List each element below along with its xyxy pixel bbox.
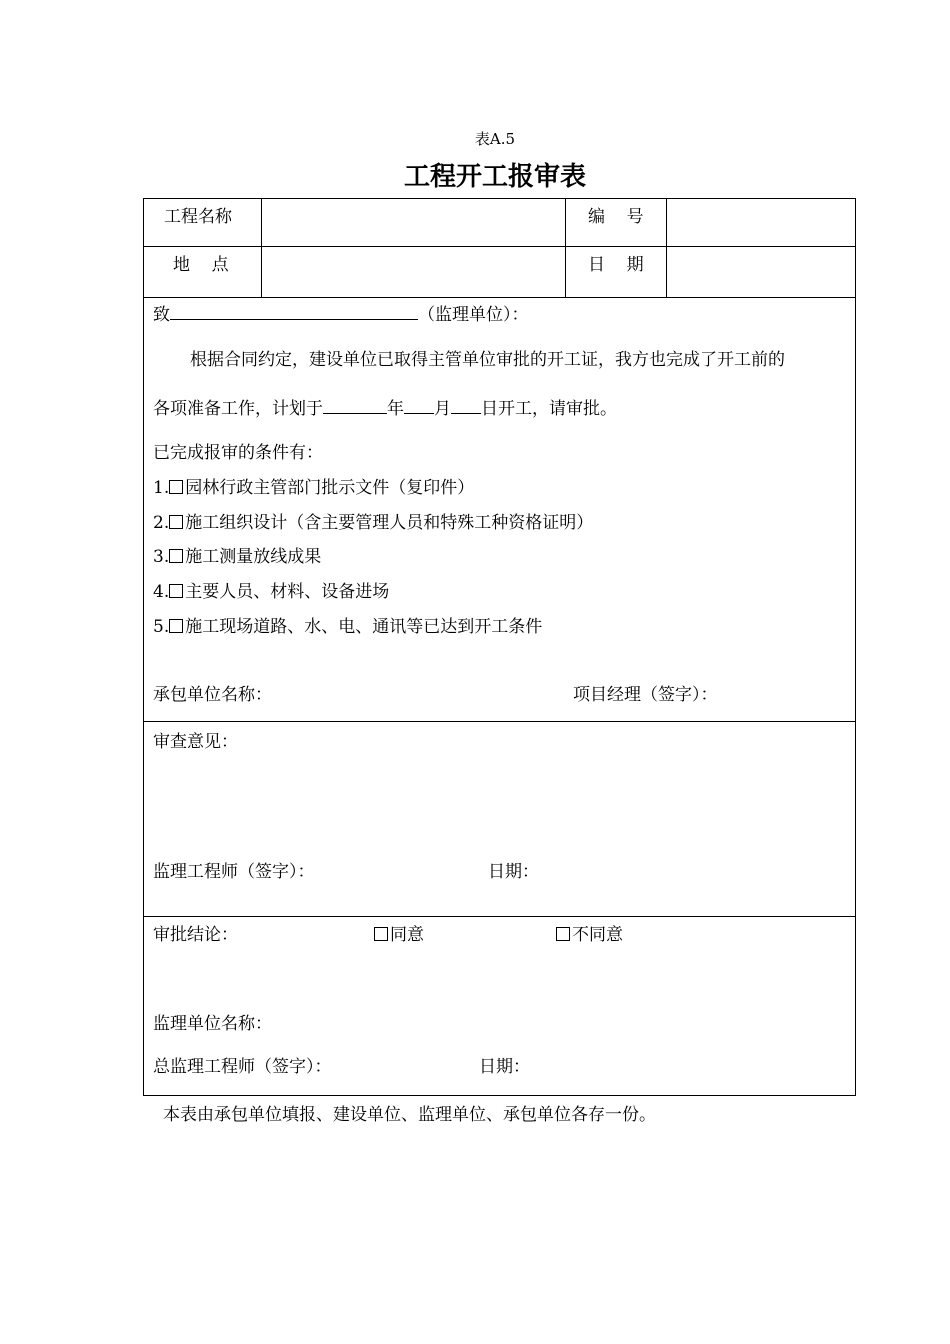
condition-text: 施工测量放线成果 <box>185 547 322 567</box>
condition-number: 2. <box>153 513 170 533</box>
chief-engineer-signature-label: 总监理工程师（签字）： <box>153 1057 332 1077</box>
addressee-prefix: 致 <box>153 305 170 325</box>
plan-text: 各项准备工作，计划于 <box>153 399 323 419</box>
approval-date-label: 日期： <box>479 1057 530 1077</box>
table-col-divider <box>261 198 262 297</box>
condition-number: 1. <box>153 478 170 498</box>
condition-text: 主要人员、材料、设备进场 <box>185 582 390 602</box>
checkbox[interactable] <box>169 584 183 598</box>
condition-number: 5. <box>153 617 170 637</box>
condition-item <box>153 473 474 498</box>
day-label: 日开工，请审批。 <box>481 399 617 419</box>
addressee-line <box>153 300 529 325</box>
location-label: 地 点 <box>173 255 229 275</box>
checkbox[interactable] <box>169 480 183 494</box>
disagree-label: 不同意 <box>572 925 623 945</box>
checkbox[interactable] <box>374 927 388 941</box>
table-col-divider <box>666 198 667 297</box>
number-label: 编 号 <box>588 207 644 227</box>
addressee-suffix: （监理单位）： <box>418 305 529 325</box>
month-blank[interactable] <box>404 412 434 414</box>
day-blank[interactable] <box>451 412 481 414</box>
table-border-left <box>143 198 144 1096</box>
application-paragraph-2 <box>153 394 617 419</box>
checkbox[interactable] <box>556 927 570 941</box>
agree-option[interactable] <box>374 920 424 945</box>
checkbox[interactable] <box>169 515 183 529</box>
approval-conclusion-label: 审批结论： <box>153 925 238 945</box>
condition-number: 4. <box>153 582 170 602</box>
condition-text: 施工现场道路、水、电、通讯等已达到开工条件 <box>185 617 543 637</box>
table-row-divider <box>143 246 856 247</box>
condition-text: 园林行政主管部门批示文件（复印件） <box>185 478 475 498</box>
date-label: 日 期 <box>588 255 644 275</box>
table-row-divider <box>143 721 856 722</box>
table-col-divider <box>565 198 566 297</box>
engineer-signature-label: 监理工程师（签字）： <box>153 862 315 882</box>
table-border-bottom <box>143 1095 856 1096</box>
table-row-divider <box>143 916 856 917</box>
condition-text: 施工组织设计（含主要管理人员和特殊工种资格证明） <box>185 513 594 533</box>
project-name-label: 工程名称 <box>164 207 232 227</box>
table-row-divider <box>143 297 856 298</box>
form-title: 工程开工报审表 <box>403 162 586 192</box>
table-border-right <box>855 198 856 1096</box>
addressee-blank[interactable] <box>170 318 418 320</box>
condition-number: 3. <box>153 547 170 567</box>
condition-item <box>153 542 321 567</box>
form-code: 表A.5 <box>474 130 516 148</box>
checkbox[interactable] <box>169 619 183 633</box>
year-label: 年 <box>387 399 404 419</box>
table-border-top <box>143 198 856 199</box>
review-date-label: 日期： <box>488 862 539 882</box>
condition-item <box>153 612 542 637</box>
contractor-name-label: 承包单位名称： <box>153 685 272 705</box>
condition-item <box>153 508 593 533</box>
condition-item <box>153 577 389 602</box>
footer-note: 本表由承包单位填报、建设单位、监理单位、承包单位各存一份。 <box>163 1105 656 1125</box>
project-manager-signature-label: 项目经理（签字）： <box>573 685 718 705</box>
month-label: 月 <box>434 399 451 419</box>
disagree-option[interactable] <box>556 920 623 945</box>
year-blank[interactable] <box>323 412 387 414</box>
application-paragraph-1: 根据合同约定，建设单位已取得主管单位审批的开工证，我方也完成了开工前的 <box>190 350 785 370</box>
supervision-unit-label: 监理单位名称： <box>153 1014 272 1034</box>
agree-label: 同意 <box>390 925 424 945</box>
review-opinion-area[interactable] <box>153 755 843 850</box>
conditions-title: 已完成报审的条件有： <box>153 443 323 463</box>
review-opinion-label: 审查意见： <box>153 732 238 752</box>
checkbox[interactable] <box>169 549 183 563</box>
